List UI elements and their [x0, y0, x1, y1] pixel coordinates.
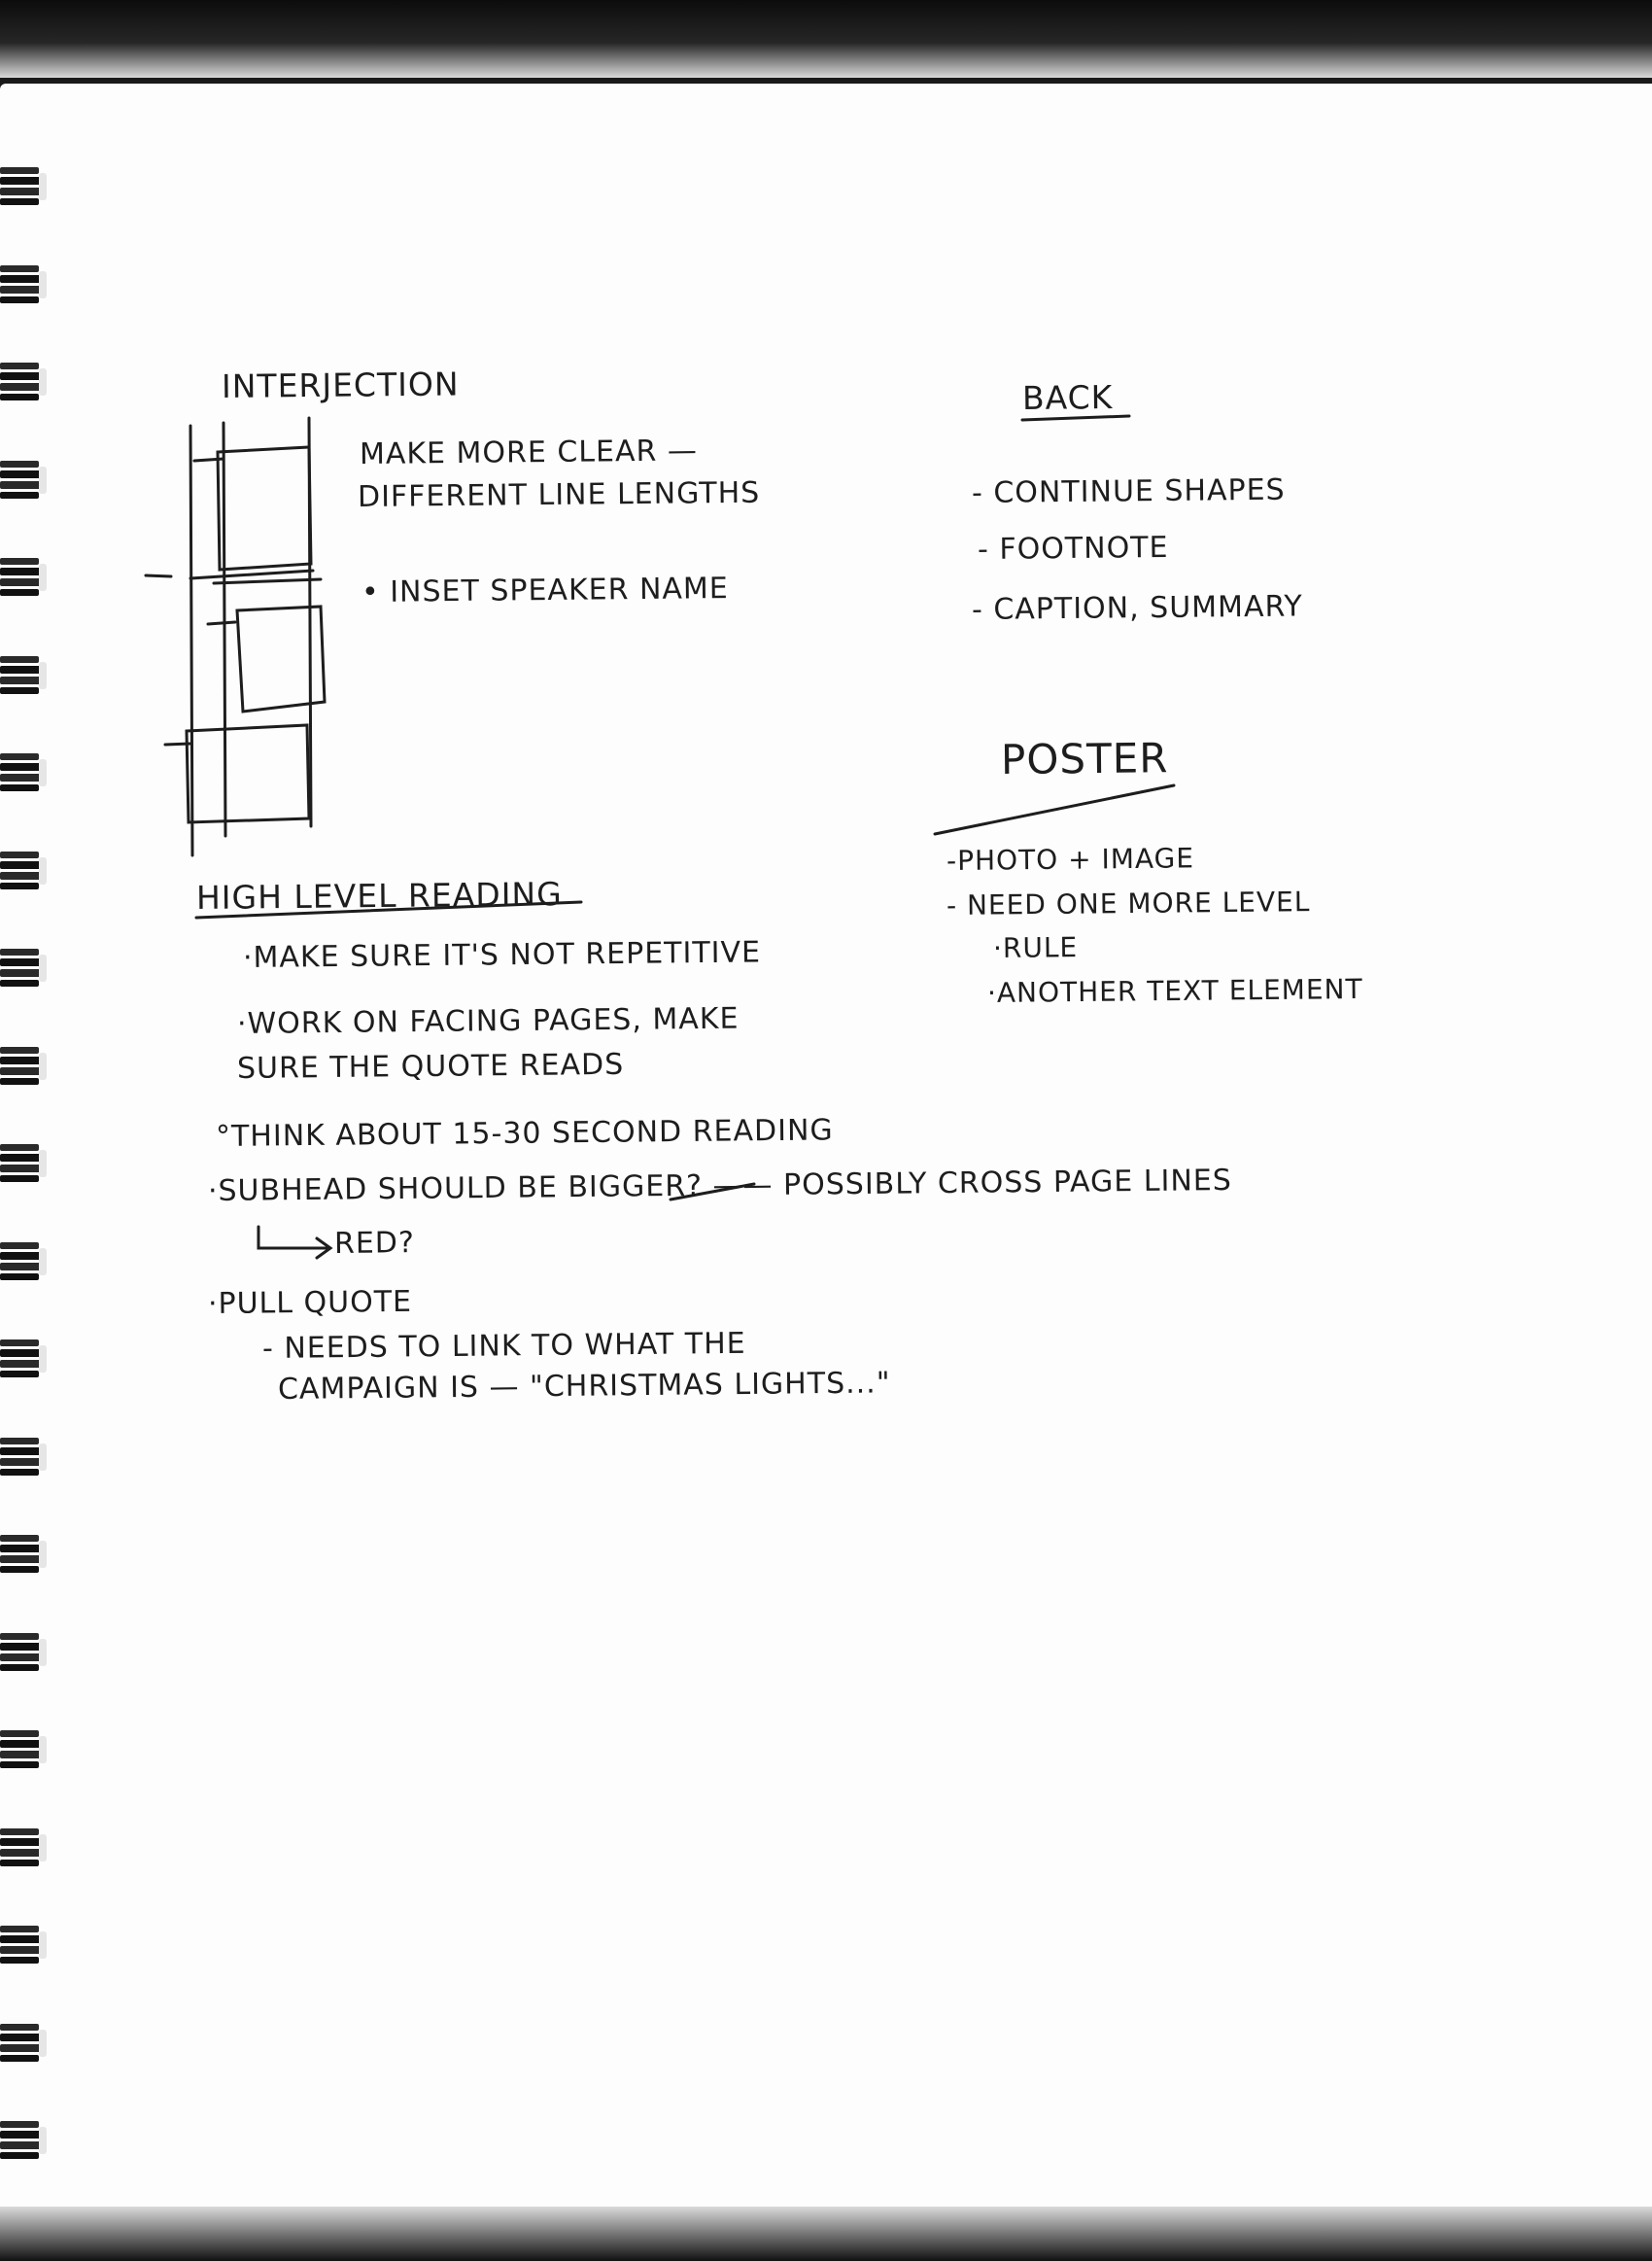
reading-bullet: ·WORK ON FACING PAGES, MAKE	[236, 1001, 740, 1041]
interjection-title: INTERJECTION	[221, 365, 460, 405]
poster-title: POSTER	[1000, 734, 1169, 783]
interjection-note: DIFFERENT LINE LENGTHS	[357, 475, 761, 514]
reading-bullet: ·MAKE SURE IT'S NOT REPETITIVE	[242, 935, 762, 975]
high-level-reading-title: HIGH LEVEL READING	[195, 875, 563, 917]
column-wireframe-sketch	[146, 418, 325, 855]
poster-underline	[935, 785, 1174, 834]
reading-bullet: °THINK ABOUT 15-30 SECOND READING	[215, 1113, 834, 1154]
reading-bullet: ·PULL QUOTE	[207, 1284, 413, 1321]
poster-item: ·ANOTHER TEXT ELEMENT	[986, 972, 1363, 1009]
poster-item: -PHOTO + IMAGE	[946, 842, 1195, 877]
reading-bullet: RED?	[333, 1226, 416, 1261]
arrow-red-indicator	[258, 1227, 330, 1258]
interjection-note: • INSET SPEAKER NAME	[361, 572, 729, 609]
back-item: - FOOTNOTE	[977, 530, 1169, 567]
scan-bottom-edge	[0, 2207, 1652, 2261]
back-title: BACK	[1021, 378, 1114, 417]
poster-item: ·RULE	[992, 931, 1079, 964]
back-item: - CAPTION, SUMMARY	[971, 589, 1303, 627]
reading-bullet: SURE THE QUOTE READS	[236, 1047, 625, 1086]
reading-bullet: ·SUBHEAD SHOULD BE BIGGER? —— POSSIBLY CROSS PAGE LINES	[207, 1163, 1232, 1208]
reading-bullet: CAMPAIGN IS — "CHRISTMAS LIGHTS..."	[277, 1366, 891, 1407]
reading-bullet: - NEEDS TO LINK TO WHAT THE	[261, 1326, 746, 1366]
poster-item: - NEED ONE MORE LEVEL	[946, 886, 1311, 922]
interjection-note: MAKE MORE CLEAR —	[359, 434, 699, 471]
back-item: - CONTINUE SHAPES	[971, 472, 1286, 510]
